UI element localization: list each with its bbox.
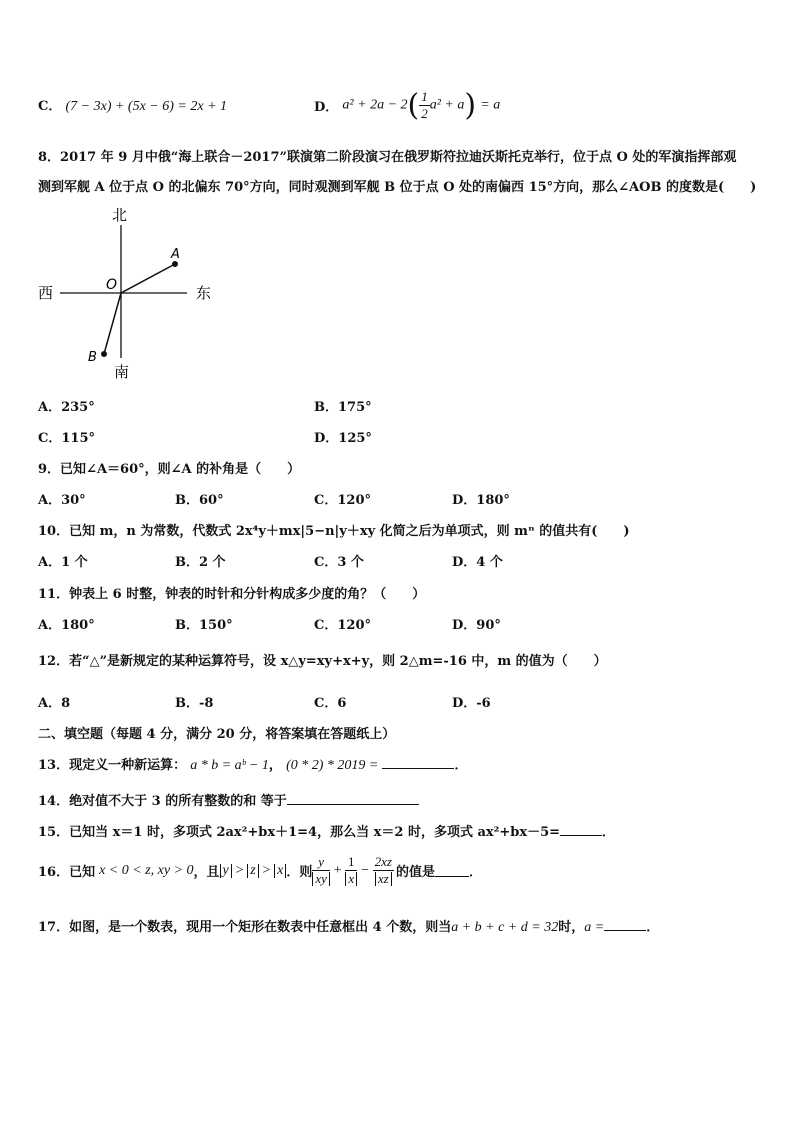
q12-option-c: C．6 (314, 696, 347, 711)
q7-option-d (314, 88, 500, 123)
q11-option-a: A．180° (38, 618, 95, 633)
q15 (38, 821, 615, 840)
q16-fraction-2-denominator: x (345, 872, 357, 886)
q10-stem: 10．已知 m，n 为常数，代数式 2x⁴y＋mx|5−n|y＋xy 化简之后为单项式，则 mⁿ 的值共有( ) (38, 524, 630, 539)
q12-option-a: A．8 (38, 696, 71, 711)
point-b-label: B (88, 350, 97, 365)
q17-condition: a + b + c + d = 32 (451, 920, 559, 935)
q16-fraction-3 (373, 854, 394, 887)
q7-option-c-label: C． (38, 99, 62, 114)
origin-label: O (106, 277, 118, 293)
q17-suffix: ． (646, 920, 660, 935)
q8-compass-figure (30, 200, 230, 385)
q14 (38, 790, 419, 809)
q7-option-d-right-paren: ) (464, 88, 477, 123)
q7-option-d-fraction-denominator: 2 (421, 106, 428, 121)
q16-prefix: 16．已知 (38, 865, 96, 880)
q16-plus: + (332, 862, 343, 878)
q11-option-b: B．150° (175, 618, 233, 633)
q11-stem: 11．钟表上 6 时整，钟表的时针和分针构成多少度的角？（ ） (38, 587, 426, 602)
q14-answer-blank[interactable] (287, 792, 419, 805)
q16-fraction-2 (345, 854, 357, 887)
q7-option-c-expression: (7 − 3x) + (5x − 6) = 2x + 1 (65, 99, 228, 114)
q7-option-d-expression-post: = a (480, 97, 501, 113)
west-label: 西 (38, 284, 54, 302)
q12-option-b: B．-8 (175, 696, 214, 711)
q15-answer-blank[interactable] (560, 823, 602, 836)
q9-option-a: A．30° (38, 493, 86, 508)
q17-answer-variable: a = (584, 920, 605, 935)
q16-fraction-3-denominator: xz (375, 872, 392, 886)
q10-option-a: A．1 个 (38, 555, 88, 570)
q16-fraction-2-numerator: 1 (345, 854, 357, 871)
q16-gt-2: > (261, 862, 272, 878)
q16-fraction-3-numerator: 2xz (374, 854, 392, 869)
q16-fraction-1-denominator: xy (312, 872, 330, 886)
q16-tail: 的值是 (395, 865, 435, 880)
q16-gt-1: > (234, 862, 245, 878)
q13-definition: a * b = aᵇ − 1 (190, 758, 269, 773)
q16-abs-z: z (247, 864, 258, 878)
east-label: 东 (196, 284, 212, 302)
q15-stem: 15．已知当 x＝1 时，多项式 2ax²+bx＋1=4，那么当 x＝2 时，多项式 ax²+bx－5= (38, 825, 561, 840)
q13-suffix: ． (454, 758, 468, 773)
q16 (38, 854, 482, 887)
q11-option-d: D．90° (452, 618, 501, 633)
q12-option-d: D．-6 (452, 696, 491, 711)
q7-option-c (38, 95, 227, 115)
q16-minus: − (360, 862, 370, 878)
q16-answer-blank[interactable] (435, 864, 469, 877)
q16-condition: x < 0 < z, xy > 0 (99, 862, 194, 878)
q10-option-d: D．4 个 (452, 555, 503, 570)
q9-option-c: C．120° (314, 493, 371, 508)
q16-abs-y: y (220, 864, 232, 878)
section-heading-fill-in: 二、填空题（每题 4 分，满分 20 分，将答案填在答题纸上） (38, 727, 396, 742)
q9-option-d: D．180° (452, 493, 510, 508)
q7-option-d-fraction (419, 89, 430, 122)
q13-answer-blank[interactable] (382, 756, 454, 769)
q8-option-d: D．125° (314, 431, 372, 446)
q17-answer-blank[interactable] (604, 918, 646, 931)
south-label: 南 (114, 363, 130, 381)
q15-suffix: ． (602, 825, 616, 840)
q17 (38, 916, 659, 936)
north-label: 北 (112, 206, 128, 224)
q13 (38, 754, 468, 774)
q13-comma: ， (268, 758, 282, 773)
point-b-dot (101, 351, 107, 357)
ray-oa (121, 264, 175, 293)
point-a-label: A (171, 247, 180, 262)
q7-option-d-expression-mid: a² + a (429, 97, 465, 113)
q13-expression: (0 * 2) * 2019 = (286, 758, 379, 773)
q16-fraction-1 (312, 854, 330, 887)
q8-stem-line1: 8．2017 年 9 月中俄“海上联合－2017”联演第二阶段演习在俄罗斯符拉迪沃斯托克举行，位于点 O 处的军演指挥部观 (38, 150, 737, 165)
q12-stem: 12．若“△”是新规定的某种运算符号，设 x△y=xy+x+y，则 2△m=-16 中，m 的值为（ ） (38, 654, 607, 669)
q9-stem: 9．已知∠A＝60°，则∠A 的补角是（ ） (38, 462, 301, 477)
q17-prefix: 17．如图，是一个数表，现用一个矩形在数表中任意框出 4 个数，则当 (38, 920, 452, 935)
q13-prefix: 13．现定义一种新运算： (38, 758, 187, 773)
q7-option-d-fraction-numerator: 1 (421, 89, 428, 104)
q8-option-c: C．115° (38, 431, 95, 446)
q17-mid: 时， (558, 920, 585, 935)
q16-then: ．则 (286, 865, 313, 880)
q8-stem-line2: 测到军舰 A 位于点 O 的北偏东 70°方向，同时观测到军舰 B 位于点 O 处的南偏西 15°方向，那么∠AOB 的度数是( ) (38, 180, 757, 195)
q7-option-d-label: D． (314, 100, 339, 115)
q9-option-b: B．60° (175, 493, 224, 508)
q7-option-d-left-paren: ( (407, 88, 420, 123)
q10-option-c: C．3 个 (314, 555, 364, 570)
q8-option-a: A．235° (38, 400, 95, 415)
q16-fraction-1-numerator: y (312, 854, 330, 871)
q16-abs-x: x (274, 864, 286, 878)
q11-option-c: C．120° (314, 618, 371, 633)
q10-option-b: B．2 个 (175, 555, 226, 570)
ray-ob (104, 293, 121, 354)
q7-option-d-expression-pre: a² + 2a − 2 (342, 97, 408, 113)
q14-stem: 14．绝对值不大于 3 的所有整数的和 等于 (38, 794, 287, 809)
q16-and: ，且 (193, 865, 220, 880)
q16-suffix: ． (468, 865, 482, 880)
q8-option-b: B．175° (314, 400, 372, 415)
